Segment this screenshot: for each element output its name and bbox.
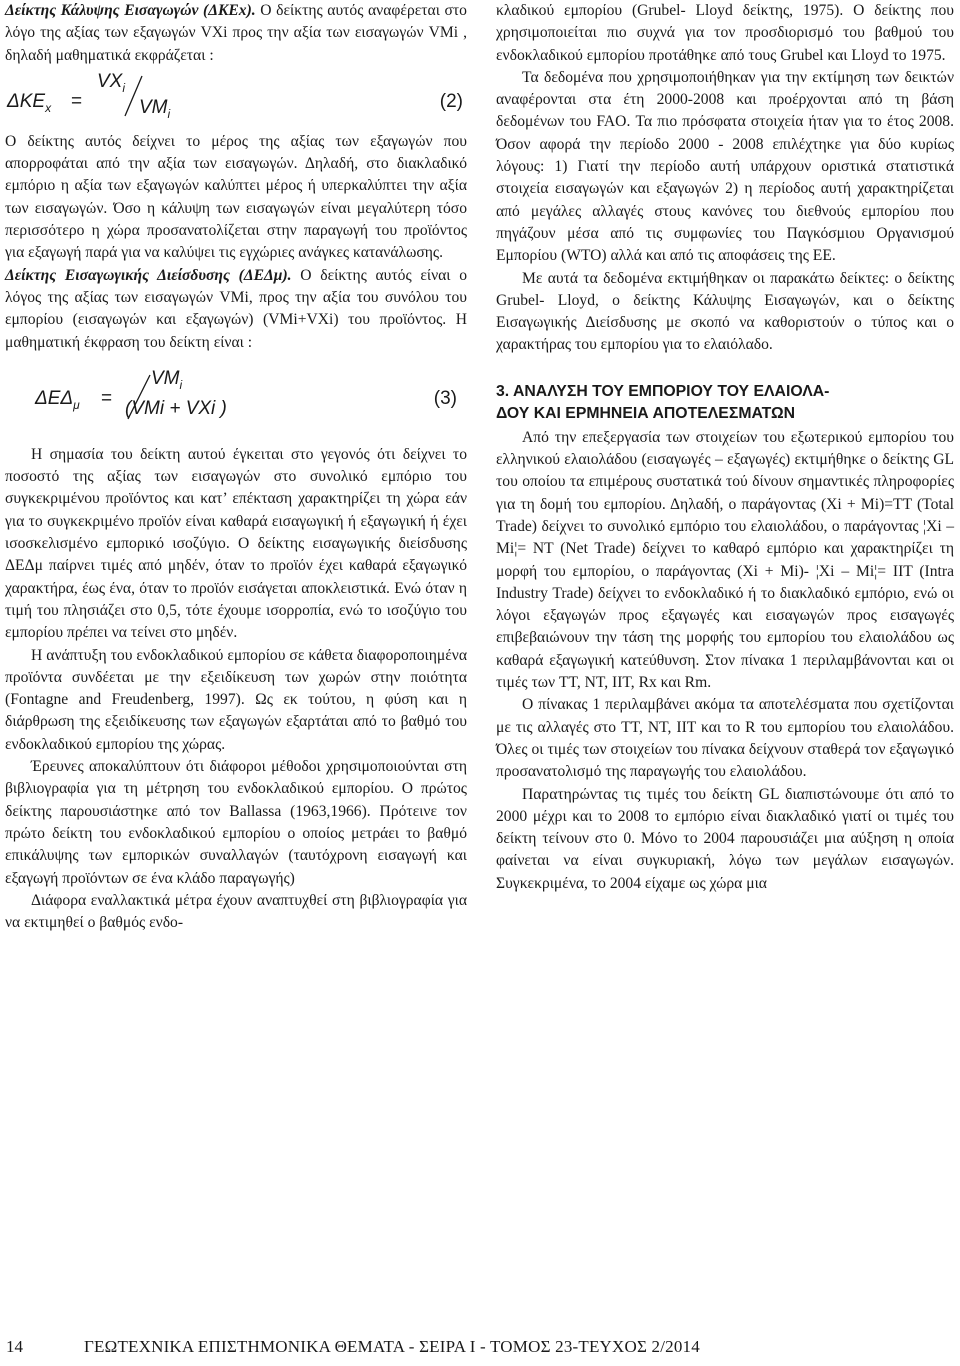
formula3-equals: = [101, 387, 113, 409]
formula2-label: (2) [439, 90, 463, 112]
paragraph-coverage-index [5, 0, 467, 67]
penetration-index-title: Δείκτης Εισαγωγικής Διείσδυσης (ΔΕΔμ). [5, 266, 292, 284]
paragraph-gl-components: Από την επεξεργασία των στοιχείων του εξωτερικού εμπορίου του ελληνικού ελαιολάδου (εισαγωγές – εξαγωγές) εκτιμήθηκε ο δείκτης GL του οποίου τα επιμέρους συστατικά τού δίνουν σημαντικές πληροφορίες για τη δομή του εμπορίου. Δηλαδή, ο παράγοντας (Xi + Mi)=TT (Total Trade) δείχνει το συνολικό εμπόριο του ελαιολάδου, ο παράγοντας ¦Xi – Mi¦= NT (Net Trade) δείχνει το καθαρό εμπόριο και χαρακτηρίζει τη μορφή του εμπορίου, ο παράγοντας (Xi + Mi)- ¦Xi – Mi¦= IIT (Intra Industry Trade) δείχνει το ενδοκλαδικό ή το διακλαδικό εμπόριο, ενώ οι λόγοι εξαγωγών προς εξαγωγές και εισαγωγών προς εισαγωγές επιβεβαιώνουν την τάση της μορφής του εμπορίου του ελαιολάδου ως καθαρά εξαγωγική κατεύθυνση. Στον πίνακα 1 περιλαμβάνονται και οι τιμές των TT, NT, IIT, Rx και Rm. [496, 428, 954, 692]
paragraph-penetration-index [5, 265, 467, 354]
formula3-lhs: $\Delta E\Delta_\mu$ [35, 387, 80, 412]
formula2-denominator: $VM_i$ [139, 96, 171, 121]
paragraph-research-methods: Έρευνες αποκαλύπτουν ότι διάφοροι μέθοδοι χρησιμοποιούνται στη βιβλιογραφία για τη μέτρηση του ενδοκλαδικού εμπορίου. Ο πρώτος δείκτης παρουσιάστηκε από τον Ballassa (1963,1966). Πρότεινε τον πρώτο δείκτη του ενδοκλαδικού εμπορίου ο οποίος μετράει το βαθμό επικάλυψης των εμπορικών συναλλαγών (ταυτόχρονη εισαγωγή και εξαγωγή προϊόντων σε ένα κλάδο παραγωγής) [5, 758, 467, 887]
page-number: 14 [6, 1337, 23, 1356]
coverage-index-text: Ο δείκτης αυτός αναφέρεται στο λόγο της αξίας των εξαγωγών VXi προς την αξία των εισαγωγών VMi , δηλαδή μαθηματικά εκφράζεται : [5, 2, 467, 64]
paragraph-vertical-differentiation: Η ανάπτυξη του ενδοκλαδικού εμπορίου σε κάθετα διαφοροποιημένα προϊόντα συνδέεται με την εξειδίκευση των χωρών στην ποιότητα (Fontagne and Freudenberg, 1997). Ως εκ τούτου, η φύση και η διάρθρωση της εξειδίκευσης των εξαγωγών εξαρτάται από το βαθμό του ενδοκλαδικού εμπορίου της χώρας. [5, 646, 467, 753]
journal-title: ΓΕΩΤΕΧΝΙΚΑ ΕΠΙΣΤΗΜΟΝΙΚΑ ΘΕΜΑΤΑ - ΣΕΙΡΑ Ι - ΤΟΜΟΣ 23-ΤΕΥΧΟΣ 2/2014 [84, 1337, 700, 1356]
formula2-equals: = [71, 90, 83, 112]
paragraph-alternative-measures: Διάφορα εναλλακτικά μέτρα έχουν αναπτυχθεί στη βιβλιογραφία για να εκτιμηθεί ο βαθμός ενδο- [5, 891, 467, 932]
penetration-index-text: Ο δείκτης αυτός είναι ο λόγος της αξίας των εισαγωγών VMi, προς την αξία του συνόλου του εμπορίου (εισαγωγών και εξαγωγών) (VMi+VXi) του προϊόντος. Η μαθηματική έκφραση του δείκτη είναι : [5, 266, 467, 351]
paragraph-grubel-lloyd: κλαδικού εμπορίου (Grubel- Lloyd δείκτης, 1975). Ο δείκτης που χρησιμοποιείται πιο συχνά για τον προσδιορισμό του βαθμού του ενδοκλαδικού εμπορίου προτάθηκε από τους Grubel και Lloyd το 1975. [496, 2, 954, 64]
page-footer [0, 1334, 960, 1360]
paragraph-index-significance: Η σημασία του δείκτη αυτού έγκειται στο γεγονός ότι δείχνει το ποσοστό της αξίας των εισαγωγών στο συνολικό εμπόριο του συγκεκριμένου προϊόντος και κατ’ επέκταση χαρακτηρίζει τη χώρα εάν για το συγκεκριμένο προϊόν είναι καθαρά εισαγωγική ή εξαγωγική ή έχει ισοσκελισμένο εμπορικό ισοζύγιο. Ο δείκτης εισαγωγικής διείσδυσης ΔΕΔμ παίρνει τιμές από μηδέν, όταν το προϊόν έχει καθαρά εξαγωγικό χαρακτήρα, έως ένα, όταν το προϊόν εισάγεται αποκλειστικά. Ενώ όταν η τιμή του πλησιάζει στο 0,5, τότε έχουμε ισορροπία, ενώ το ισοζύγιο του εμπορίου πρέπει να τείνει στο μηδέν. [5, 445, 467, 642]
section-heading-line-1: 3. ΑΝΑΛΥΣΗ ΤΟΥ ΕΜΠΟΡΙΟΥ ΤΟΥ ΕΛΑΙΟΛΑ- [496, 382, 830, 400]
section-heading-line-2: ΔΟΥ ΚΑΙ ΕΡΜΗΝΕΙΑ ΑΠΟΤΕΛΕΣΜΑΤΩΝ [496, 404, 796, 422]
paragraph-estimated-indices: Με αυτά τα δεδομένα εκτιμήθηκαν οι παρακάτω δείκτες: ο δείκτης Grubel- Lloyd, ο δείκτης Κάλυψης Εισαγωγών, και ο δείκτης Εισαγωγικής Διείσδυσης με σκοπό να καθοριστούν ο τύπος και ο χαρακτήρας του εμπορίου για το ελαιόλαδο. [496, 269, 954, 354]
coverage-index-title: Δείκτης Κάλυψης Εισαγωγών (ΔΚΕx). [5, 2, 256, 19]
right-column [496, 0, 954, 895]
formula3-label: (3) [433, 387, 457, 409]
formula3-denominator: (VMi + VXi ) [125, 397, 227, 419]
formula3-numerator: $VM_i$ [151, 367, 183, 392]
formula2-numerator: $VX_i$ [97, 70, 126, 95]
formula-2 [5, 71, 467, 129]
section-heading [496, 381, 954, 425]
paragraph-table-1: O πίνακας 1 περιλαμβάνει ακόμα τα αποτελέσματα που σχετίζονται με τις αλλαγές στο TT, NT, IIT και το R του εμπορίου του ελαιολάδου. Όλες οι τιμές των στοιχείων του πίνακα δείχνουν σταθερά τον εξαγωγικό προσανατολισμό της παραγωγής του ελαιολάδου. [496, 696, 954, 781]
formula2-lhs: $\Delta KE_x$ [7, 90, 52, 115]
paragraph-gl-values: Παρατηρώντας τις τιμές του δείκτη GL διαπιστώνουμε ότι από το 2000 μέχρι και το 2008 το εμπόριο είναι διακλαδικό γιατί οι τιμές του δείκτη τείνουν στο 0. Μόνο το 2004 παρουσιάζει μια αύξηση η οποία φαίνεται να είναι συγκυριακή, λόγω των μεγάλων εισαγωγών. Συγκεκριμένα, το 2004 είχαμε ως χώρα μια [496, 785, 954, 892]
left-column [5, 0, 467, 934]
paragraph-coverage-explanation: Ο δείκτης αυτός δείχνει το μέρος της αξίας των εξαγωγών που απορροφάται από την αξία των εισαγωγών. Δηλαδή, στο διακλαδικό εμπόριο η αξία των εξαγωγών καλύπτει μέρος ή υπερκαλύπτει την αξία των εισαγωγών. Όσο η κάλυψη των εισαγωγών είναι μεγαλύτερη τόσο περισσότερο η χώρα προσανατολίζεται στην παραγωγή του προϊόντος για εξαγωγή παρά για να καλύψει τις εγχώριες ανάγκες κατανάλωσης. [5, 132, 467, 262]
paragraph-data-sources: Τα δεδομένα που χρησιμοποιήθηκαν για την εκτίμηση των δεικτών αναφέρονται στα έτη 2000-2008 και προέρχονται από τη βάση δεδομένων του FAO. Τα πιο πρόσφατα στοιχεία ήταν για το έτος 2008. Όσον αφορά την περίοδο 2000 - 2008 επιλέχτηκε για δύο κυρίως λόγους: 1) Γιατί την περίοδο αυτή υπάρχουν οριστικά στατιστικά στοιχεία εισαγωγών και εξαγωγών 2) η περίοδος αυτή χαρακτηρίζεται από μεγάλες αλλαγές στους κανόνες του διεθνούς εμπορίου που πηγάζουν μέσα από τις συμφωνίες του Παγκόσμιου Οργανισμού Εμπορίου (WTO) αλλά και από τις αποφάσεις της ΕΕ. [496, 68, 954, 265]
formula-3 [5, 368, 467, 432]
